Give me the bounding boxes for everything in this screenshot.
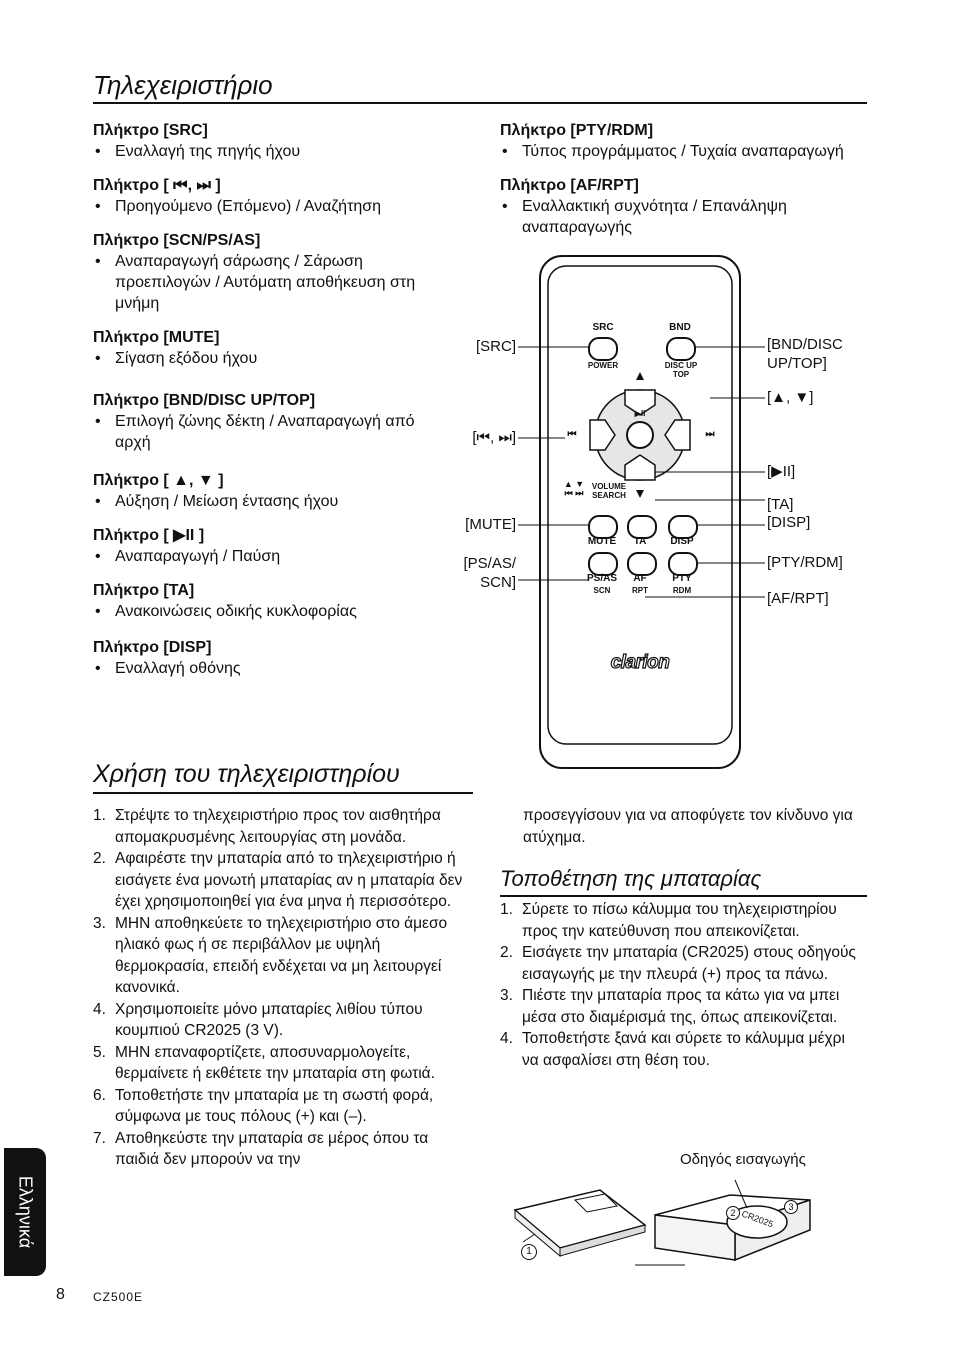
key-block-skip: [93, 176, 433, 217]
callout-psas-line2: SCN]: [480, 574, 516, 591]
af-label: AF: [633, 573, 647, 584]
step-text: Εισάγετε την μπαταρία (CR2025) στους οδηγούς εισαγωγής με την πλευρά (+) προς τα πάνω.: [522, 944, 856, 983]
step-number: 3.: [93, 914, 106, 932]
key-name: Πλήκτρο [ ▲, ▼ ]: [93, 472, 224, 489]
step-text: Πιέστε την μπαταρία προς τα κάτω για να μπει μέσα στο διαμέρισμά της, όπως απεικονίζεται.: [522, 987, 840, 1026]
key-desc: • Εναλλαγή οθόνης: [93, 658, 433, 679]
usage-step: [93, 848, 468, 913]
usage-steps: [93, 805, 468, 1171]
key-block-play: [93, 526, 433, 567]
step-number: 4.: [93, 1000, 106, 1018]
battery-steps: [500, 899, 860, 1071]
ps-as-label: PS/AS: [586, 573, 617, 584]
rdm-label: RDM: [672, 586, 692, 595]
play-pause-icon: ▶II: [634, 409, 646, 418]
step-number: 7.: [93, 1129, 106, 1147]
key-name: Πλήκτρο [DISP]: [93, 639, 212, 656]
callout-skip: [⏮, ⏭]: [472, 429, 516, 446]
key-name: Πλήκτρο [PTY/RDM]: [500, 122, 654, 139]
usage-step: [93, 805, 468, 848]
step-text: ΜΗΝ αποθηκεύετε το τηλεχειριστήριο στο άμεσο ηλιακό φως ή σε περιβάλλον με υψηλή θερμοκρασία, επειδή ενδέχεται να μη λειτουργεί κανονικά.: [115, 914, 448, 996]
pty-label: PTY: [672, 573, 692, 584]
callout-play: [▶II]: [767, 463, 796, 480]
key-block-volume: [93, 471, 433, 512]
step-text: Χρησιμοποιείτε μόνο μπαταρίες λιθίου τύπου κουμπιού CR2025 (3 V).: [115, 1000, 423, 1039]
usage-step: [93, 1128, 468, 1171]
key-desc: • Επιλογή ζώνης δέκτη / Αναπαραγωγή από αρχή: [93, 411, 435, 453]
battery-illustration: [505, 1170, 835, 1280]
insertion-guide-label: Οδηγός εισαγωγής: [680, 1151, 806, 1168]
step-text: Αφαιρέστε την μπαταρία από το τηλεχειριστήριο ή εισάγετε ένα μονωτή μπαταρίας αν η μπαταρία δεν έχει χρησιμοποιηθεί για ένα μηνα ή περισσότερο.: [115, 850, 463, 910]
battery-step: [500, 1028, 860, 1071]
key-block-ta: [93, 581, 433, 622]
step-text: Αποθηκεύστε την μπαταρία σε μέρος όπου τα παιδιά δεν μπορούν να την: [115, 1129, 429, 1168]
disc-up-label: DISC UP: [664, 361, 698, 370]
clarion-logo: clarion: [610, 652, 670, 673]
usage-title: Χρήση του τηλεχειριστηρίου: [93, 760, 400, 788]
volume-label: VOLUME: [591, 482, 627, 491]
key-desc: • Εναλλαγή της πηγής ήχου: [93, 141, 433, 162]
usage-step: [93, 1085, 468, 1128]
marker-2: 2: [726, 1206, 740, 1220]
battery-step: [500, 985, 860, 1028]
marker-1: 1: [521, 1244, 537, 1260]
key-block-af: [500, 176, 900, 238]
callout-bnd-line2: UP/TOP]: [767, 355, 827, 372]
battery-rule: [500, 895, 867, 897]
key-list-left: [93, 121, 433, 693]
key-name: Πλήκτρο [TA]: [93, 582, 195, 599]
step-text: ΜΗΝ επαναφορτίζετε, αποσυναρμολογείτε, θερμαίνετε ή εκθέτετε την μπαταρία στη φωτιά.: [115, 1043, 435, 1082]
step-text: Τοποθετήστε την μπαταρία με τη σωστή φορά, σύμφωνα με τους πόλους (+) και (–).: [115, 1086, 434, 1125]
usage-step: [93, 913, 468, 999]
step-number: 6.: [93, 1086, 106, 1104]
usage-continuation: προσεγγίσουν για να αποφύγετε τον κίνδυνο για ατύχημα.: [523, 807, 853, 846]
key-block-bnd: [93, 391, 433, 453]
ta-label: TA: [633, 536, 647, 547]
key-block-disp: [93, 638, 433, 679]
step-number: 1.: [93, 807, 106, 824]
bnd-button[interactable]: [666, 337, 696, 361]
key-desc: • Αναπαραγωγή / Παύση: [93, 546, 433, 567]
key-desc: • Εναλλακτική συχνότητα / Επανάληψη αναπαραγωγής: [500, 196, 862, 238]
next-icon: ⏭: [705, 429, 715, 440]
step-text: Σύρετε το πίσω κάλυμμα του τηλεχειριστηρίου προς την κατεύθυνση που απεικονίζεται.: [522, 901, 837, 940]
battery-diagram-graphic: [505, 1170, 835, 1280]
page-number: 8: [56, 1286, 65, 1303]
key-name: Πλήκτρο [BND/DISC UP/TOP]: [93, 392, 316, 409]
callout-bnd-line1: [BND/DISC: [767, 336, 843, 353]
key-name: Πλήκτρο [MUTE]: [93, 329, 220, 346]
key-block-src: [93, 121, 433, 162]
scn-label: SCN: [593, 586, 611, 595]
key-name: Πλήκτρο [SCN/PS/AS]: [93, 232, 261, 249]
search-label: SEARCH: [592, 491, 626, 500]
play-pause-button[interactable]: [627, 422, 653, 448]
battery-step: [500, 899, 860, 942]
key-block-mute: [93, 328, 433, 369]
callout-af: [AF/RPT]: [767, 590, 829, 607]
callout-psas-line1: [PS/AS/: [463, 555, 516, 572]
key-name: Πλήκτρο [ ⏮, ⏭ ]: [93, 177, 221, 194]
language-tab: [4, 1148, 46, 1276]
key-desc: • Σίγαση εξόδου ήχου: [93, 348, 433, 369]
up-down-icon: ▲ ▼: [563, 479, 585, 489]
src-button[interactable]: [588, 337, 618, 361]
step-number: 5.: [93, 1043, 106, 1061]
title-rule: [93, 102, 867, 104]
usage-step: [93, 999, 468, 1042]
step-text: Στρέψτε το τηλεχειριστήριο προς τον αισθητήρα απομακρυσμένης λειτουργίας στη μονάδα.: [115, 807, 441, 846]
disp-label: DISP: [670, 536, 694, 547]
usage-rule: [93, 792, 473, 794]
step-number: 4.: [500, 1030, 513, 1047]
callout-ta: [TA]: [767, 496, 794, 513]
battery-cr2025-label: CR2025: [740, 1208, 775, 1230]
key-name: Πλήκτρο [AF/RPT]: [500, 177, 639, 194]
callout-disp: [DISP]: [767, 514, 811, 531]
language-tab-label: Ελληνικά: [15, 1175, 36, 1249]
key-block-pty: [500, 121, 900, 162]
callout-updown: [▲, ▼]: [767, 389, 814, 406]
bnd-label: BND: [669, 322, 691, 333]
remote-illustration: [440, 250, 870, 780]
step-number: 2.: [93, 850, 106, 867]
key-desc: • Ανακοινώσεις οδικής κυκλοφορίας: [93, 601, 433, 622]
rpt-label: RPT: [632, 586, 648, 595]
callout-pty: [PTY/RDM]: [767, 554, 843, 571]
page-title: Τηλεχειριστήριο: [93, 70, 273, 100]
battery-step: [500, 942, 860, 985]
step-number: 3.: [500, 987, 513, 1004]
step-number: 1.: [500, 901, 513, 918]
key-name: Πλήκτρο [ ▶II ]: [93, 527, 205, 544]
step-number: 2.: [500, 944, 513, 961]
key-list-right: [500, 121, 900, 252]
battery-title: Τοποθέτηση της μπαταρίας: [500, 866, 762, 891]
prev-icon: ⏮: [567, 429, 577, 440]
model-code: CZ500E: [93, 1290, 144, 1304]
marker-3: 3: [784, 1200, 798, 1214]
power-label: POWER: [587, 361, 619, 370]
key-name: Πλήκτρο [SRC]: [93, 122, 208, 139]
key-desc: • Αύξηση / Μείωση έντασης ήχου: [93, 491, 433, 512]
callout-src: [SRC]: [475, 338, 516, 355]
top-label: TOP: [672, 370, 690, 379]
src-label: SRC: [592, 322, 614, 333]
skip-icon: ⏮ ⏭: [564, 488, 584, 498]
key-desc: • Προηγούμενο (Επόμενο) / Αναζήτηση: [93, 196, 433, 217]
mute-label: MUTE: [587, 536, 617, 547]
key-block-scn: [93, 231, 433, 314]
key-desc: • Τύπος προγράμματος / Τυχαία αναπαραγωγή: [500, 141, 900, 162]
usage-step: [93, 1042, 468, 1085]
key-desc: • Αναπαραγωγή σάρωσης / Σάρωση προεπιλογών / Αυτόματη αποθήκευση στη μνήμη: [93, 251, 435, 314]
callout-mute: [MUTE]: [465, 516, 516, 533]
step-text: Τοποθετήστε ξανά και σύρετε το κάλυμμα μέχρι να ασφαλίσει στη θέση του.: [522, 1030, 845, 1069]
